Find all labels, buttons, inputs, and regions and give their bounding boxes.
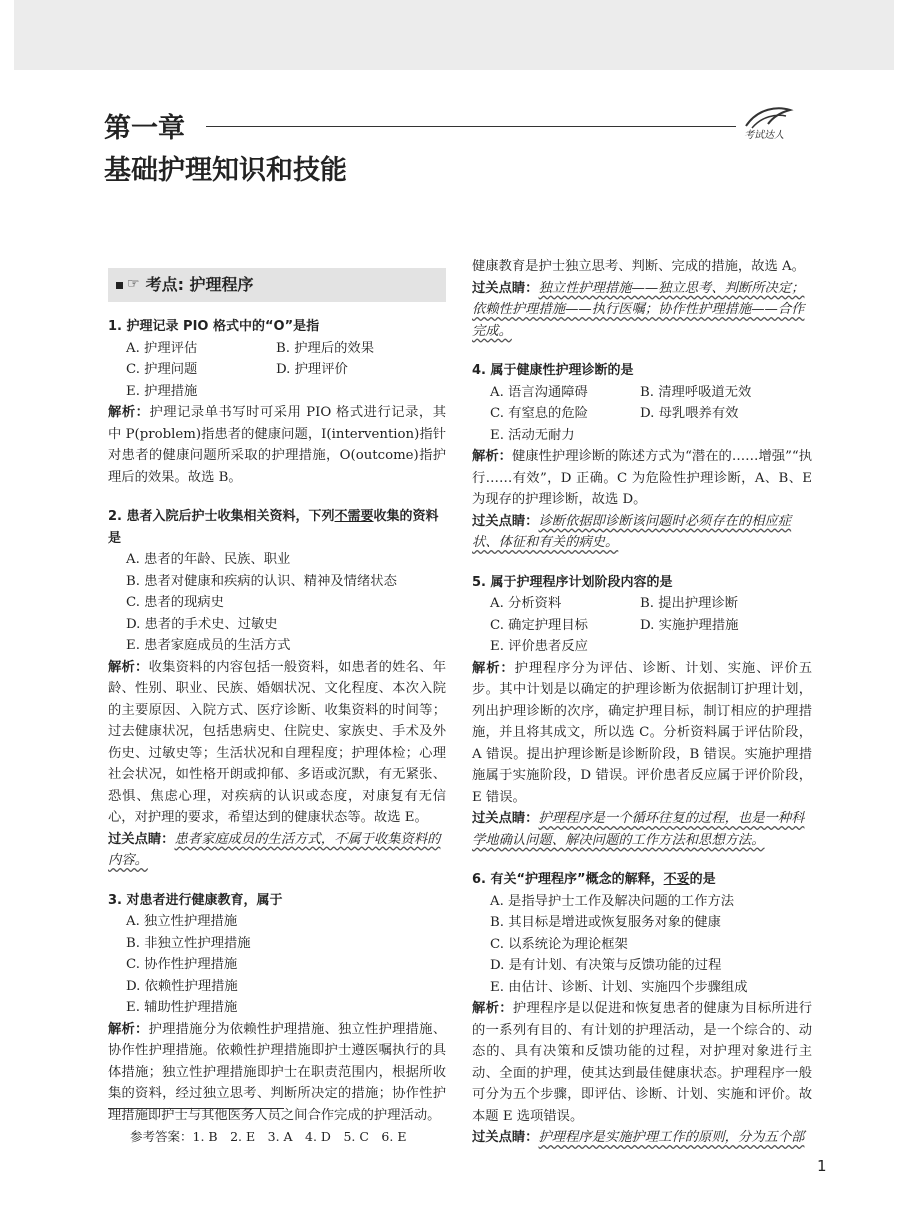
question-5: [472, 572, 812, 852]
options: [108, 338, 446, 403]
keypoint: [472, 278, 812, 343]
right-column: [472, 256, 812, 1167]
options: [472, 593, 812, 658]
keypoint: [472, 1127, 812, 1149]
keypoint-label: 过关点睛：: [108, 831, 175, 847]
option: E. 护理措施: [126, 383, 198, 399]
question-stem: 1. 护理记录 PIO 格式中的“O”是指: [108, 319, 320, 334]
explanation: [472, 658, 812, 809]
option: C. 协作性护理措施: [126, 957, 238, 972]
option: B. 提出护理诊断: [640, 596, 739, 611]
question-stem: 5. 属于护理程序计划阶段内容的是: [472, 574, 673, 590]
pointing-hand-icon: ☞: [127, 276, 140, 293]
stem-emphasis: 不妥: [663, 872, 690, 887]
explanation-label: 解析：: [472, 1001, 513, 1016]
option: D. 实施护理措施: [640, 617, 739, 633]
option: B. 护理后的效果: [276, 340, 375, 356]
chapter-title: 基础护理知识和技能: [104, 155, 347, 186]
option: B. 非独立性护理措施: [126, 935, 251, 951]
chapter-number: 第一章: [104, 113, 185, 144]
stem-part: 2. 患者入院后护士收集相关资料，下列: [108, 509, 335, 524]
option: D. 护理评价: [276, 362, 348, 377]
stem-part: 的是: [689, 872, 716, 887]
square-bullet-icon: [116, 282, 123, 289]
keypoint-text: 诊断依据即诊断该问题时必须存在的相应症状、体征和有关的病史。: [472, 513, 792, 550]
keypoint: [472, 511, 812, 554]
question-3: [108, 890, 446, 1127]
stem-part: 收集的资料是: [108, 509, 439, 546]
option: E. 辅助性护理措施: [126, 1000, 238, 1015]
explanation-label: 解析：: [472, 449, 512, 464]
question-stem: 3. 对患者进行健康教育，属于: [108, 892, 283, 908]
question-6: [472, 869, 812, 1149]
question-stem: 4. 属于健康性护理诊断的是: [472, 363, 634, 378]
keypoint-text: 独立性护理措施——独立思考、判断所决定；依赖性护理措施——执行医嘱；协作性护理措施——合作完成。: [472, 280, 805, 339]
section-title: 考点: 护理程序: [145, 275, 254, 295]
chapter-heading: [104, 112, 347, 188]
option: D. 母乳喂养有效: [640, 406, 739, 421]
option: D. 患者的手术史、过敏史: [126, 616, 278, 632]
logo-text: 考试达人: [744, 130, 784, 141]
question-stem: [472, 869, 812, 891]
option: E. 患者家庭成员的生活方式: [126, 638, 291, 653]
option: D. 是有计划、有决策与反馈功能的过程: [490, 958, 722, 973]
explanation-text: 护理记录单书写时可采用 PIO 格式进行记录，其中 P(problem)指患者的健康问题，I(intervention)指针对患者的健康问题所采取的护理措施，O(outcome)指护理后的效果。故选 B。: [108, 405, 447, 485]
option: A. 独立性护理措施: [126, 914, 238, 929]
option: C. 护理问题: [126, 362, 198, 377]
question-4: [472, 360, 812, 554]
options: [108, 911, 446, 1019]
keypoint-text: 护理程序是实施护理工作的原则，分为五个部: [538, 1130, 805, 1145]
option: A. 护理评估: [126, 340, 198, 356]
answer-key: 参考答案：1. B 2. E 3. A 4. D 5. C 6. E: [130, 1129, 407, 1144]
explanation-text: 护理程序是以促进和恢复患者的健康为目标所进行的一系列有目的、有计划的护理活动，是一个综合的、动态的、具有决策和反馈功能的过程，对护理对象进行主动、全面的护理，使其达到最佳健康状态。护理程序一般可分为五个步骤，即评估、诊断、计划、实施和评价。故本题 E 选项错误。: [472, 1001, 813, 1124]
explanation: [108, 1019, 446, 1127]
section-heading: [108, 268, 446, 302]
explanation-label: 解析：: [108, 1021, 149, 1037]
explanation-text: 收集资料的内容包括一般资料，如患者的姓名、年龄、性别、职业、民族、婚姻状况、文化程度、本次入院的主要原因、入院方式、医疗诊断、收集资料的时间等；过去健康状况，包括患病史、住院史、家族史、手术及外伤史、过敏史等；生活状况和自理程度；护理体检；心理社会状况，如性格开朗或抑郁、多语或沉默，有无紧张、恐惧、焦虑心理，对疾病的认识或态度，对康复有无信心，对护理的要求，希望达到的健康状态等。故选 E。: [108, 659, 447, 825]
options: [472, 891, 812, 999]
option: B. 其目标是增进或恢复服务对象的健康: [490, 915, 721, 930]
footnote-rule: [108, 1108, 284, 1109]
explanation: [108, 657, 446, 829]
left-column: [108, 250, 446, 1144]
option: A. 是指导护士工作及解决问题的工作方法: [490, 893, 735, 909]
option: C. 患者的现病史: [126, 595, 224, 610]
keypoint-label: 过关点睛：: [472, 811, 539, 826]
option: C. 以系统论为理论框架: [490, 936, 628, 952]
header-band: [14, 0, 894, 70]
option: B. 清理呼吸道无效: [640, 384, 752, 400]
explanation-text: 护理措施分为依赖性护理措施、独立性护理措施、协作性护理措施。依赖性护理措施即护士遵医嘱执行的具体措施；独立性护理措施即护士在职责范围内，根据所收集的资料，经过独立思考、判断所决定的措施；协作性护理措施即护士与其他医务人员之间合作完成的护理活动。: [108, 1021, 447, 1123]
options: [472, 382, 812, 447]
keypoint-label: 过关点睛：: [472, 280, 539, 296]
option: C. 有窒息的危险: [490, 406, 588, 421]
keypoint-text: 护理程序是一个循环往复的过程，也是一种科学地确认问题、解决问题的工作方法和思想方法。: [472, 811, 805, 848]
question-stem: [108, 506, 446, 549]
keypoint-text: 患者家庭成员的生活方式，不属于收集资料的内容。: [108, 831, 441, 868]
page-number: 1: [817, 1157, 827, 1175]
option: C. 确定护理目标: [490, 617, 588, 633]
question-3-continued: [472, 256, 812, 342]
explanation: [108, 402, 446, 488]
explanation-label: 解析：: [472, 660, 515, 676]
option: A. 分析资料: [490, 596, 562, 611]
question-2: [108, 506, 446, 872]
option: B. 患者对健康和疾病的认识、精神及情绪状态: [126, 573, 397, 589]
explanation-text: 护理程序分为评估、诊断、计划、实施、评价五步。其中计划是以确定的护理诊断为依据制订护理计划，列出护理诊断的次序，确定护理目标，制订相应的护理措施，并且将其成文，所以选 C。分析资料属于评估阶段，A 错误。提出护理诊断是诊断阶段，B 错误。实施护理措施属于实施阶段，D 错误。评价患者反应属于评价阶段，E 错误。: [472, 660, 813, 805]
keypoint: [472, 808, 812, 851]
keypoint-label: 过关点睛：: [472, 513, 539, 529]
explanation: [472, 446, 812, 511]
explanation-label: 解析：: [108, 659, 149, 675]
explanation-continued: 健康教育是护士独立思考、判断、完成的措施，故选 A。: [472, 259, 805, 274]
option: E. 评价患者反应: [490, 639, 588, 654]
explanation-text: 健康性护理诊断的陈述方式为“潜在的……增强”“执行……有效”，D 正确。C 为危险性护理诊断，A、B、E 为现存的护理诊断，故选 D。: [472, 449, 812, 507]
explanation: [472, 998, 812, 1127]
option: E. 由估计、诊断、计划、实施四个步骤组成: [490, 979, 748, 995]
explanation-label: 解析：: [108, 405, 150, 420]
brand-logo: [738, 104, 794, 144]
stem-part: 6. 有关“护理程序”概念的解释，: [472, 872, 664, 887]
option: D. 依赖性护理措施: [126, 978, 238, 994]
stem-emphasis: 不需要: [334, 509, 374, 524]
option: E. 活动无耐力: [490, 427, 575, 443]
options: [108, 549, 446, 657]
option: A. 语言沟通障碍: [490, 384, 588, 400]
keypoint-label: 过关点睛：: [472, 1130, 539, 1145]
chapter-rule: [206, 126, 736, 127]
question-1: [108, 316, 446, 488]
keypoint: [108, 829, 446, 872]
option: A. 患者的年龄、民族、职业: [126, 552, 291, 567]
